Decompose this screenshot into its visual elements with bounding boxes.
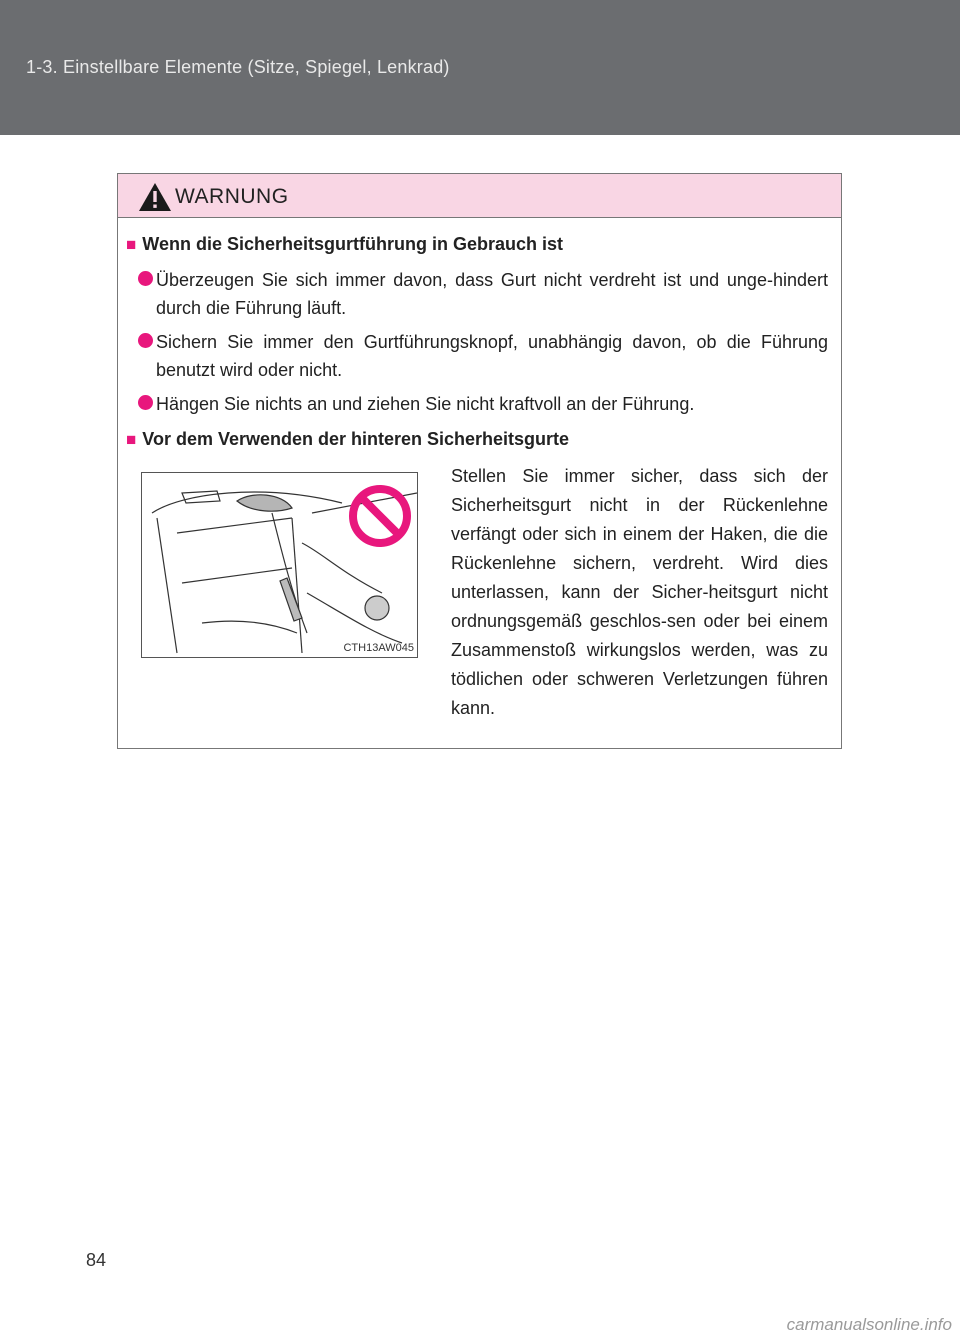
bullet-item: Überzeugen Sie sich immer davon, dass Gurt nicht verdreht ist und unge-hindert durch die Führung läuft. (138, 266, 828, 322)
bullet-item: Sichern Sie immer den Gurtführungsknopf, unabhängig davon, ob die Führung benutzt wird oder nicht. (138, 328, 828, 384)
square-bullet-icon: ■ (126, 235, 137, 254)
warning-header (118, 174, 841, 218)
seat-belt-illustration (141, 472, 418, 658)
square-bullet-icon: ■ (126, 430, 137, 449)
section-title: 1-3. Einstellbare Elemente (Sitze, Spiegel, Lenkrad) (26, 57, 450, 77)
header-bar (0, 0, 960, 135)
bullet-item: Hängen Sie nichts an und ziehen Sie nicht kraftvoll an der Führung. (138, 390, 828, 418)
bullet-dot-icon (138, 395, 153, 410)
warning-box (117, 173, 842, 749)
bullet-dot-icon (138, 271, 153, 286)
watermark: carmanualsonline.info (786, 1315, 952, 1334)
section-heading-rear-belts: ■ Vor dem Verwenden der hinteren Sicherheitsgurte (126, 429, 570, 449)
figure-code: CTH13AW045 (343, 642, 414, 654)
bullet-dot-icon (138, 333, 153, 348)
section-heading-guide: ■ Wenn die Sicherheitsgurtführung in Gebrauch ist (126, 234, 563, 254)
prohibition-icon (347, 483, 413, 549)
warning-triangle-icon (138, 182, 172, 212)
warning-title: WARNUNG (175, 185, 289, 208)
rear-belt-warning-text: Stellen Sie immer sicher, dass sich der Sicherheitsgurt nicht in der Rückenlehne verfängt oder sich in einem der Haken, die die Rückenlehne sichern, verdreht. Wird dies unterlassen, kann der Sicher-heitsgurt nicht ordnungsgemäß geschlos-sen oder bei einem Zusammenstoß wirkungslos werden, was zu tödlichen oder schweren Verletzungen führen kann. (451, 466, 828, 718)
page-number: 84 (86, 1250, 107, 1270)
